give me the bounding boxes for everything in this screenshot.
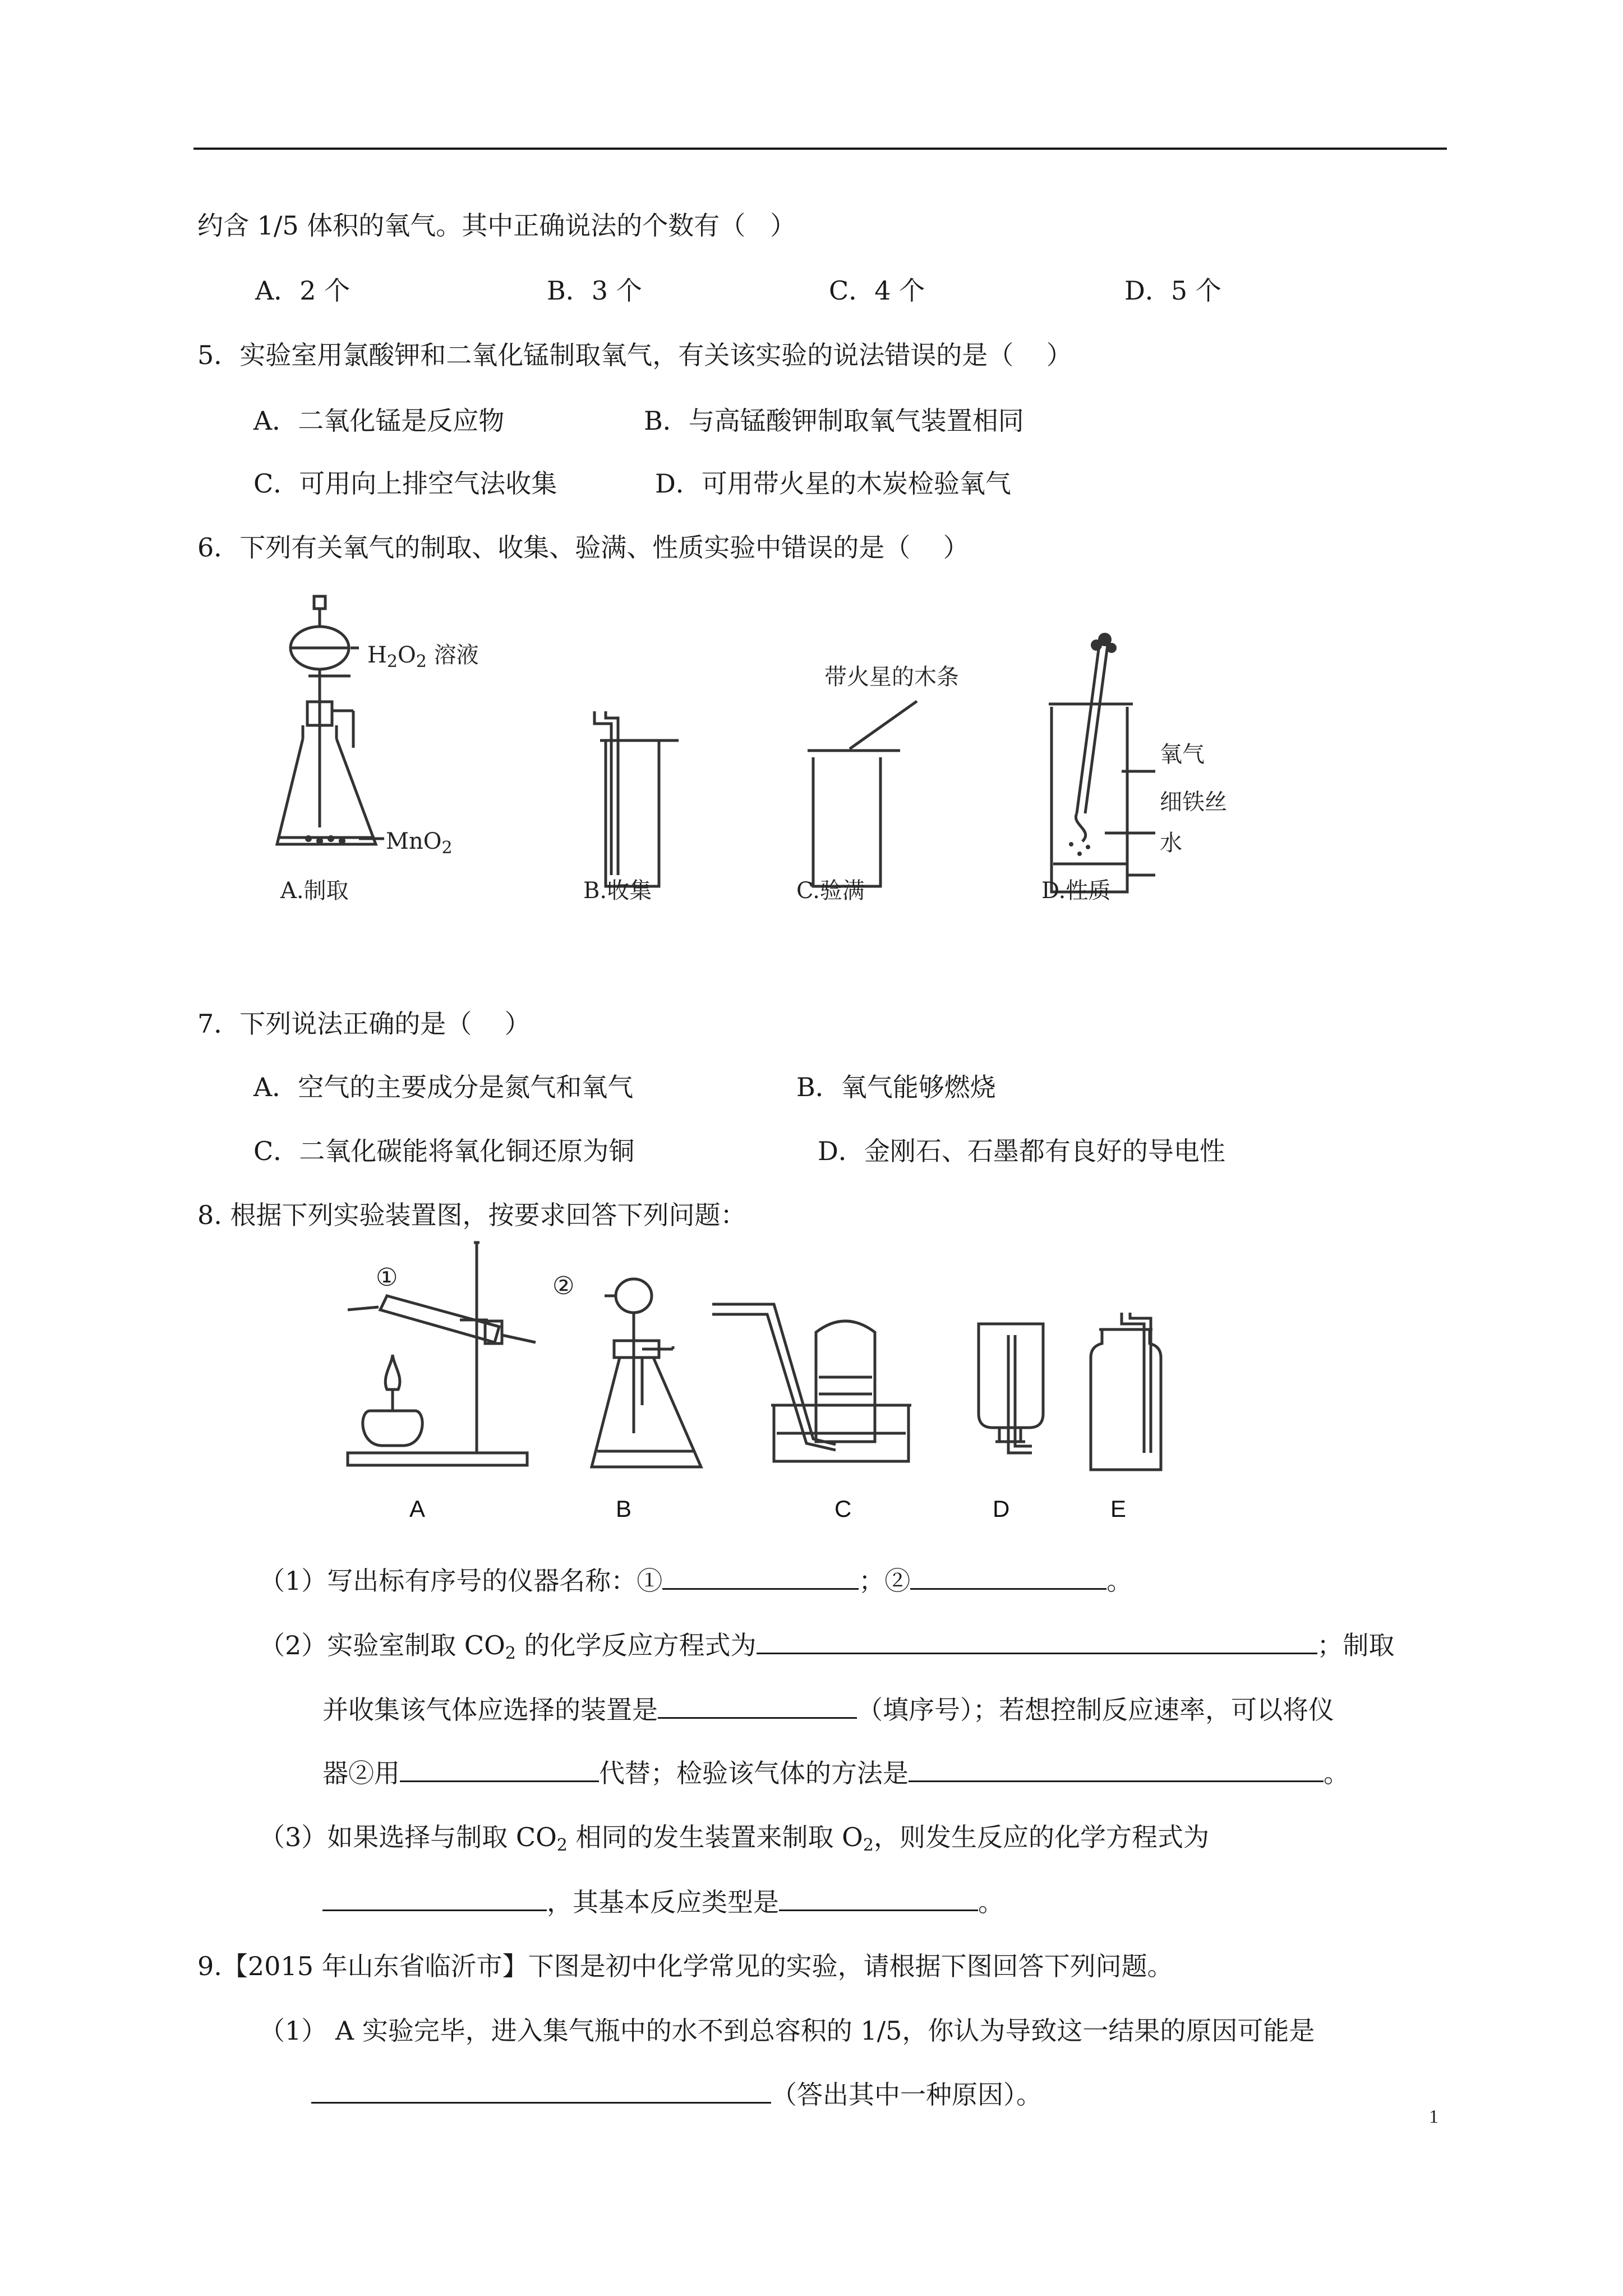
q4-continuation: 约含 1/5 体积的氧气。其中正确说法的个数有（ ） (197, 210, 796, 241)
q8-stem: 8. 根据下列实验装置图，按要求回答下列问题： (197, 1200, 746, 1230)
q9-part1: （1） A 实验完毕，进入集气瓶中的水不到总容积的 1/5，你认为导致这一结果的原因可能是 (259, 2016, 1315, 2046)
q7-option-a: A．空气的主要成分是氮气和氧气 (253, 1072, 634, 1102)
q8-part2-line1: （2）实验室制取 $CO_2$ 的化学反应方程式为 ；制取 (259, 1628, 1395, 1671)
q8-part1: （1）写出标有序号的仪器名称：① ；② 。 (259, 1563, 1132, 1598)
q7-option-c: C．二氧化碳能将氧化铜还原为铜 (253, 1136, 635, 1166)
q6-caption-b: B.收集 (583, 878, 652, 904)
q8-figure-c (707, 1299, 920, 1467)
q6-stem: 6．下列有关氧气的制取、收集、验满、性质实验中错误的是（ ） (197, 532, 969, 563)
q8-blank-apparatus[interactable] (658, 1692, 857, 1719)
q4-option-d: D．5 个 (1124, 275, 1221, 306)
q4-option-c: C．4 个 (829, 275, 925, 306)
q8-label-c: C (834, 1496, 852, 1522)
q7-option-d: D．金刚石、石墨都有良好的导电性 (818, 1136, 1225, 1166)
q8-blank-1[interactable] (662, 1563, 859, 1590)
q5-option-c: C．可用向上排空气法收集 (253, 468, 557, 499)
q4-option-b: B．3 个 (547, 275, 642, 306)
q6-caption-d: D.性质 (1041, 878, 1111, 904)
q5-option-a: A．二氧化锰是反应物 (253, 406, 505, 436)
q8-label-d: D (993, 1496, 1010, 1522)
q6-mno2-label: MnO$_2$ (386, 829, 453, 858)
page-number: 1 (1429, 2106, 1438, 2127)
q8-part2-line2: 并收集该气体应选择的装置是 （填序号）；若想控制反应速率，可以将仪 (322, 1692, 1334, 1727)
q8-part3-line1: （3）如果选择与制取 $CO_2$ 相同的发生装置来制取 $O_2$，则发生反应的化学方程式为 (259, 1822, 1209, 1855)
q8-part3-line2: ，其基本反应类型是 。 (322, 1885, 1004, 1919)
header-rule (193, 148, 1447, 150)
q7-option-b: B．氧气能够燃烧 (796, 1072, 996, 1102)
q8-label-b: B (616, 1496, 632, 1522)
q6-figure-c (796, 696, 976, 892)
q9-part1-line2: （答出其中一种原因）。 (311, 2077, 1042, 2111)
q8-blank-2[interactable] (910, 1563, 1106, 1590)
q8-figure-e (1082, 1313, 1178, 1475)
q6-stick-label: 带火星的木条 (824, 664, 959, 690)
q6-figure-a (269, 592, 505, 861)
q6-caption-a: A.制取 (280, 878, 349, 904)
q8-blank-equation[interactable] (757, 1628, 1317, 1654)
q9-blank-reason[interactable] (311, 2077, 771, 2104)
q8-blank-o2-equation[interactable] (322, 1885, 547, 1911)
q6-oxygen-label: 氧气 (1160, 742, 1205, 767)
q8-blank-test[interactable] (909, 1756, 1324, 1782)
q6-caption-c: C.验满 (796, 878, 865, 904)
q8-blank-reaction-type[interactable] (779, 1885, 978, 1911)
q8-blank-replace[interactable] (400, 1756, 599, 1782)
q6-iron-label: 细铁丝 (1160, 789, 1227, 815)
q5-option-d: D．可用带火星的木炭检验氧气 (655, 468, 1011, 499)
q7-stem: 7．下列说法正确的是（ ） (197, 1009, 531, 1039)
q8-part2-line3: 器②用 代替；检验该气体的方法是 。 (322, 1756, 1349, 1790)
q5-stem: 5．实验室用氯酸钾和二氧化锰制取氧气，有关该实验的说法错误的是（ ） (197, 340, 1072, 370)
q8-label-a: A (409, 1496, 426, 1522)
q9-stem: 9.【2015 年山东省临沂市】下图是初中化学常见的实验，请根据下图回答下列问题。 (197, 1951, 1173, 1981)
q6-h2o2-label: $H_2O_2$ 溶液 (367, 642, 479, 671)
q6-water-label: 水 (1160, 830, 1182, 856)
q5-option-b: B．与高锰酸钾制取氧气装置相同 (644, 406, 1024, 436)
q8-label-e: E (1110, 1496, 1127, 1522)
q8-circle-1: ① (376, 1263, 398, 1292)
q8-circle-2: ② (552, 1272, 575, 1300)
q4-option-a: A．2 个 (255, 275, 351, 306)
q8-figure-d (965, 1313, 1066, 1475)
q8-figure-b (583, 1265, 712, 1478)
q6-figure-b (583, 707, 695, 892)
